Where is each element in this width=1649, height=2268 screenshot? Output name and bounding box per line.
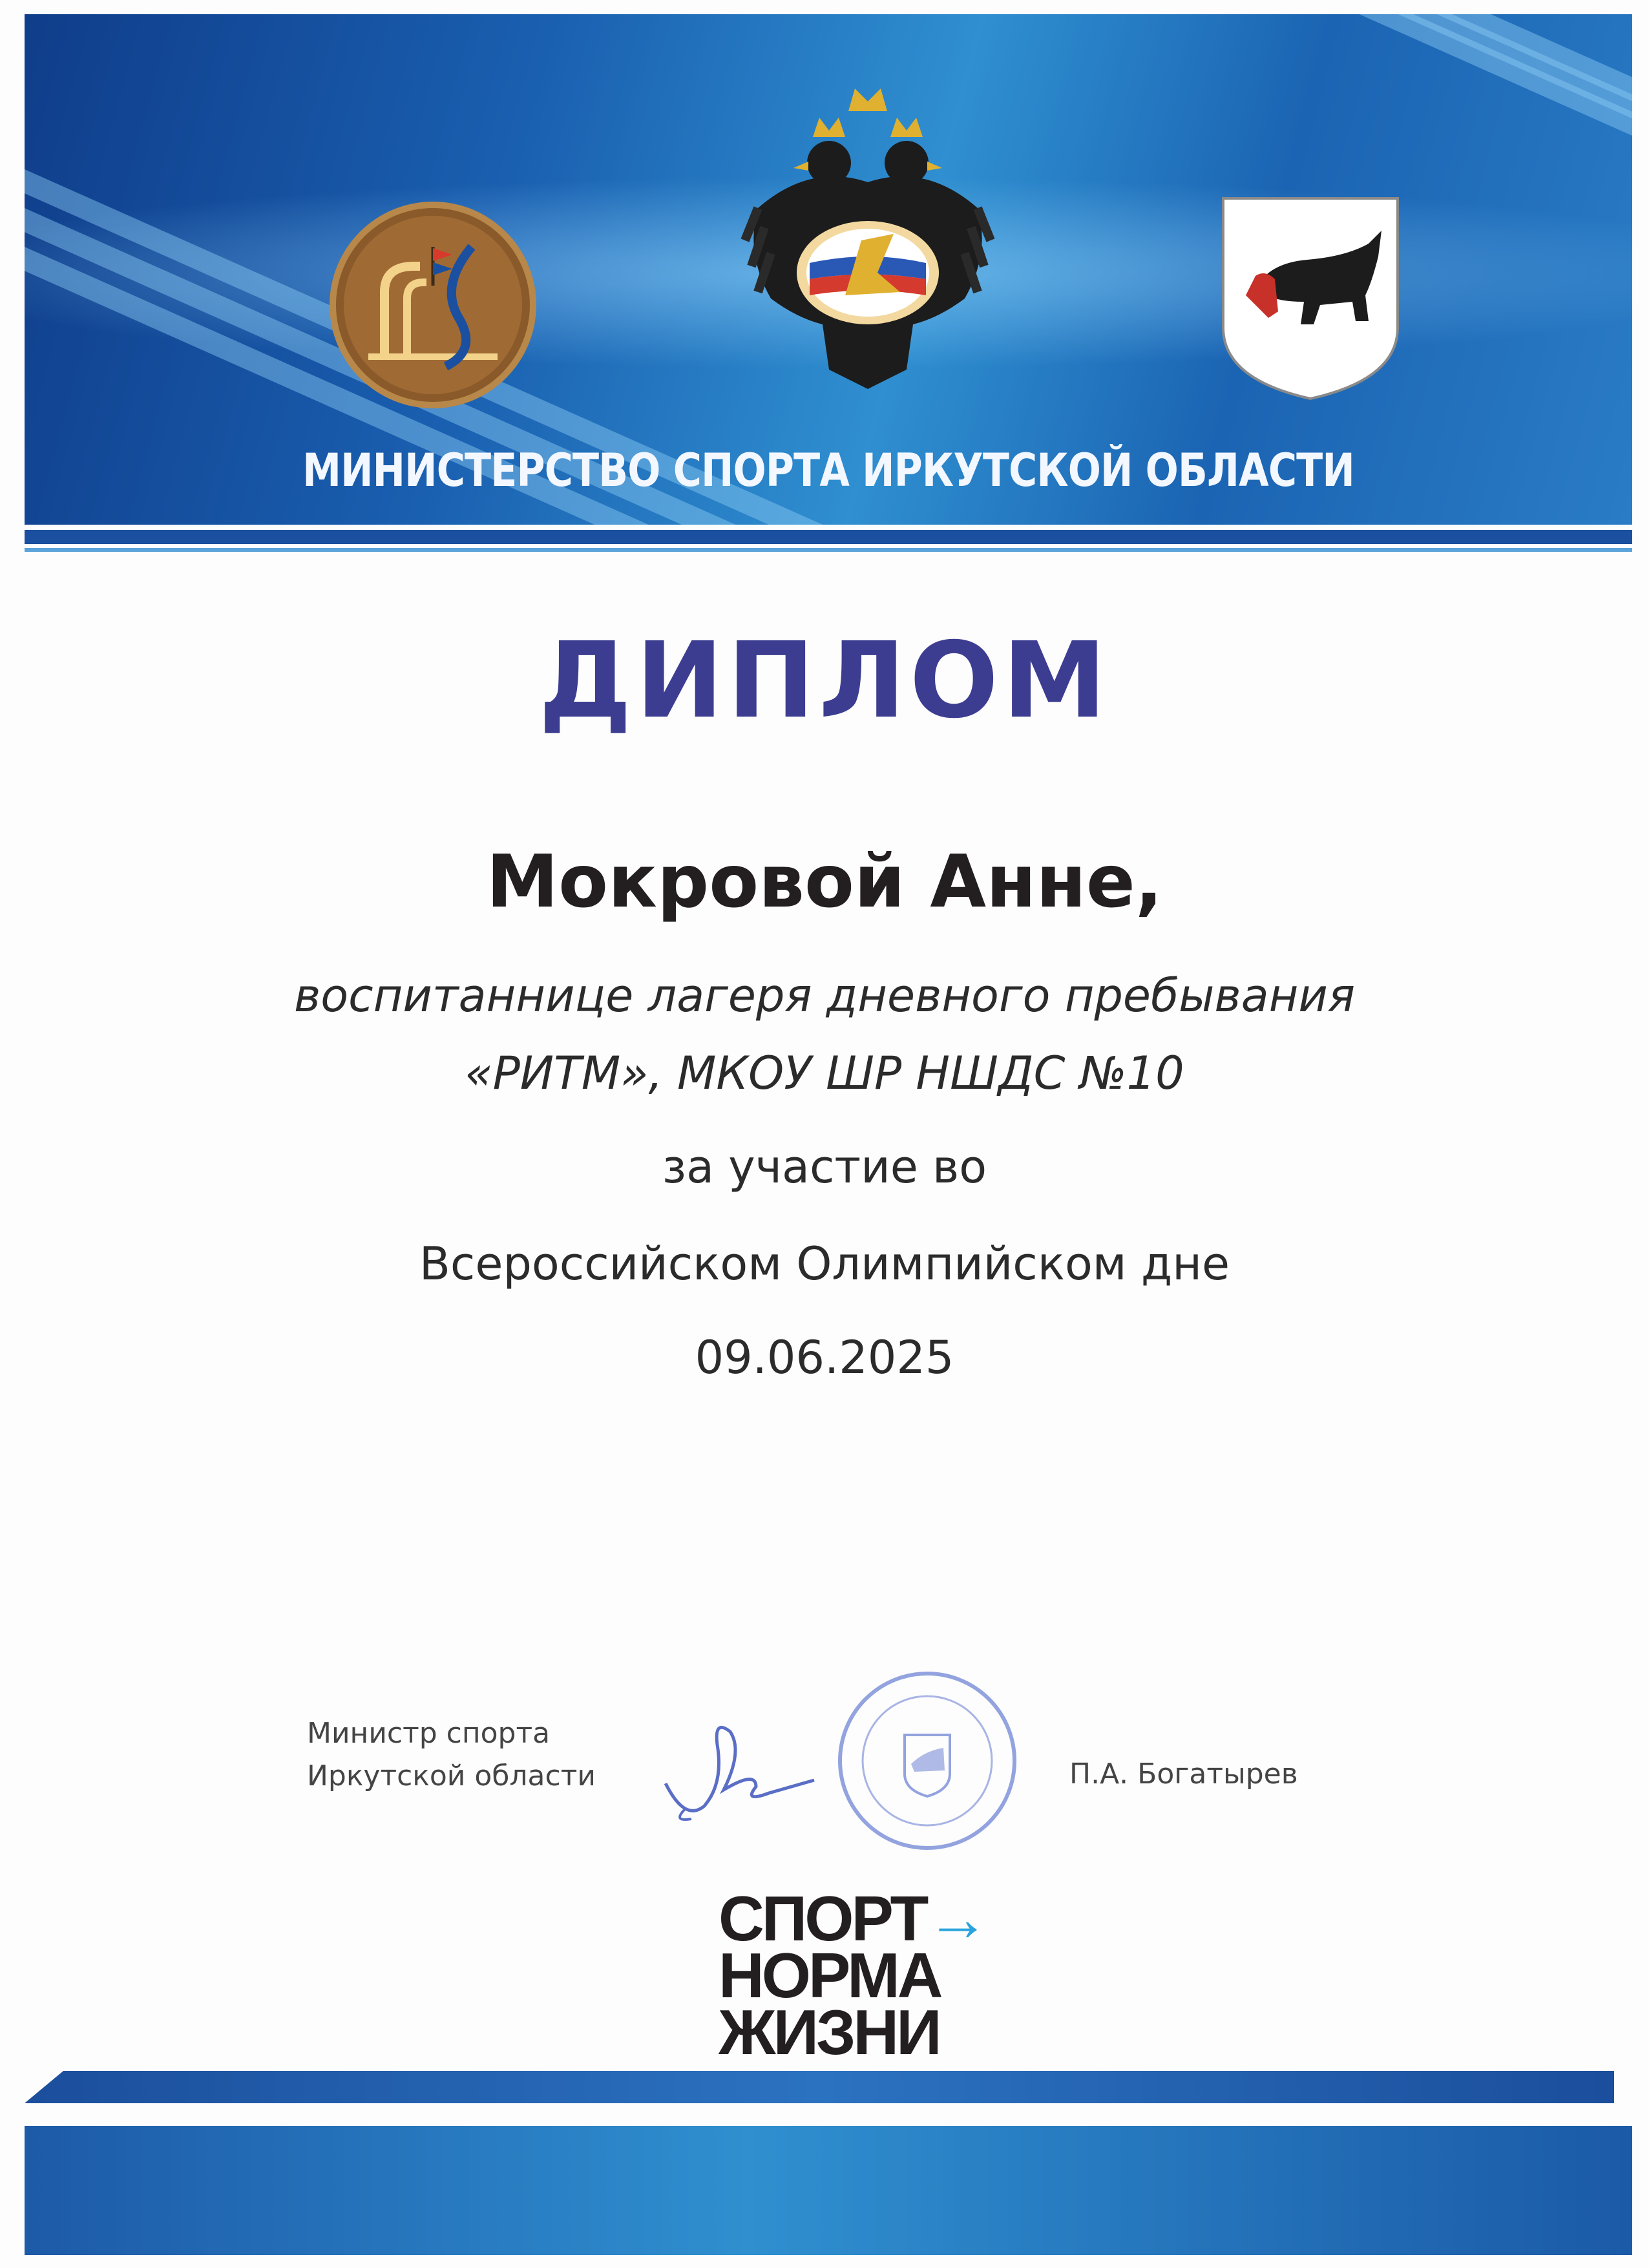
header-divider-accent	[25, 548, 1632, 552]
sports-emblem-icon	[323, 195, 543, 415]
event-date: 09.06.2025	[695, 1331, 954, 1384]
award-reason: за участие во	[662, 1140, 987, 1193]
irkutsk-coat-of-arms-icon	[1217, 192, 1404, 405]
arrow-right-icon: →	[926, 1883, 987, 1954]
slogan-line1: СПОРТ	[719, 1883, 927, 1954]
recipient-name: Мокровой Анне,	[486, 840, 1163, 924]
slogan-line3: ЖИЗНИ	[719, 1997, 940, 2068]
event-name: Всероссийском Олимпийском дне	[419, 1237, 1230, 1290]
footer-band	[25, 2071, 1614, 2103]
ministry-title: МИНИСТЕРСТВО СПОРТА ИРКУТСКОЙ ОБЛАСТИ	[302, 444, 1354, 497]
diploma-title: ДИПЛОМ	[538, 620, 1111, 742]
signatory-position-line1: Министр спорта	[307, 1717, 551, 1750]
russian-eagle-emblem-icon	[732, 85, 1003, 402]
footer-banner	[25, 2126, 1632, 2255]
signatory-position	[307, 1712, 596, 1798]
signatory-name: П.А. Богатырев	[1069, 1758, 1298, 1790]
signatory-position-line2: Иркутской области	[307, 1759, 596, 1792]
recipient-description-line2: «РИТМ», МКОУ ШР НШДС №10	[465, 1047, 1184, 1100]
slogan-line2: НОРМА	[719, 1940, 941, 2011]
header-divider	[25, 530, 1632, 544]
official-stamp-icon	[834, 1667, 1021, 1854]
sport-slogan-logo	[719, 1883, 987, 2068]
recipient-description-line1: воспитаннице лагеря дневного пребывания	[294, 969, 1355, 1022]
header-banner	[25, 14, 1632, 525]
